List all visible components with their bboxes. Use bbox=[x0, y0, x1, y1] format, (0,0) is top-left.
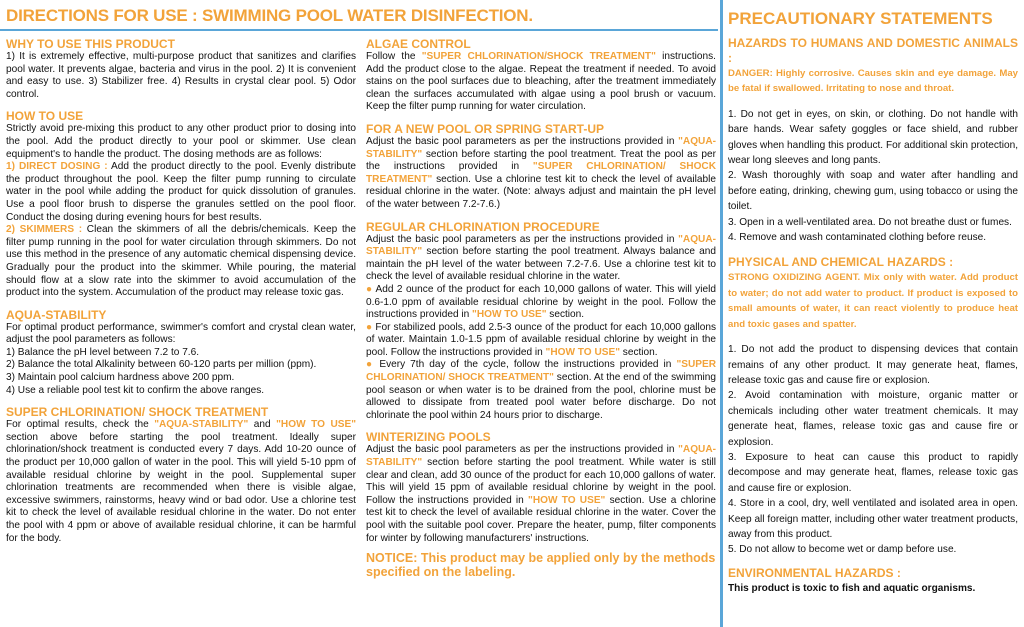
direct-dosing-label: 1) DIRECT DOSING : bbox=[6, 161, 108, 173]
hazards-heading: HAZARDS TO HUMANS AND DOMESTIC ANIMALS : bbox=[728, 36, 1018, 65]
why-body: 1) It is extremely effective, multi-purpose product that sanitizes and clarifies pool water. It prevents algae, bacteria and virus in the pool. 2) It is convenient and easy to use. 3) Stabilizer free. 4) Results in crystal clear pool. 5) Odor control. bbox=[6, 51, 356, 100]
algae-heading: ALGAE CONTROL bbox=[366, 37, 471, 51]
physical-list bbox=[728, 342, 1018, 558]
oxidizing-text: STRONG OXIDIZING AGENT. Mix only with water. Add product to water; do not add water to product. If product is exposed to small amounts of water, it can react violently to produce heat and toxic gases and spatter. bbox=[728, 272, 1018, 330]
aqua-item: 1) Balance the pH level between 7.2 to 7.6. bbox=[6, 346, 200, 358]
physical-heading: PHYSICAL AND CHEMICAL HAZARDS : bbox=[728, 255, 954, 270]
hazard-item: 2. Wash thoroughly with soap and water after handling and before eating, drinking, chewing gum, using tobacco or using the toilet. bbox=[728, 170, 1018, 213]
physical-item: 3. Exposure to heat can cause this product to rapidly decompose and may generate heat, flames, release toxic gas and cause fire or explosion. bbox=[728, 451, 1018, 494]
hazard-item: 3. Open in a well-ventilated area. Do not breathe dust or fumes. bbox=[728, 216, 1012, 228]
aqua-item: 4) Use a reliable pool test kit to confirm the above ranges. bbox=[6, 384, 265, 396]
regular-bullet: ● For stabilized pools, add 2.5-3 ounce of the product for each 10,000 gallons of water. Maintain 1.0-1.5 ppm of available residual chlorine by weight in the pool. Follow the instructions provided in "HOW TO USE" section. bbox=[366, 321, 716, 358]
winter-body: Adjust the basic pool parameters as per the instructions provided in "AQUA-STABILITY" section before starting the pool treatment. While water is still clear and clean, add 30 ounce of the product for each 10,000 gallons of water. This will yield 15 ppm of available residual chlorine by weight in the pool. Follow the instructions provided in "HOW TO USE" section. Use a chlorine test kit to check the level of available residual chlorine in the water. Cover the pool with the suitable pool cover. Prepare the heater, pump, filter components for winter by following manufacturers' instructions. bbox=[366, 444, 716, 544]
aqua-heading: AQUA-STABILITY bbox=[6, 307, 107, 322]
regular-heading: REGULAR CHLORINATION PROCEDURE bbox=[366, 219, 600, 234]
skimmers-text: Clean the skimmers of all the debris/chemicals. Keep the filter pump running in the pool for water circulation through skimmers. Do not use this method in the presence of any automatic chemical dispensing device. Gradually pour the product into the skimmer. While pouring, the material should flow at a slow rate into the skimmer to avoid accumulation of the product into the system. Accumulation of the product may release toxic gas. bbox=[6, 224, 356, 299]
regular-intro: Adjust the basic pool parameters as per the instructions provided in "AQUA-STABILITY" section before starting the pool treatment. Always balance and maintain the pH level of the water between 7.2-7.6. Use a chlorine test kit to check the level of available residual chlorine in the water. bbox=[366, 233, 716, 283]
hazards-list bbox=[728, 107, 1018, 246]
skimmers-paragraph bbox=[6, 224, 356, 300]
precaution-title: PRECAUTIONARY STATEMENTS bbox=[728, 9, 993, 28]
title-divider bbox=[0, 29, 718, 31]
column-right bbox=[728, 8, 1018, 596]
notice-text: NOTICE: This product may be applied only by the methods specified on the labeling. bbox=[366, 551, 716, 580]
algae-body: Follow the "SUPER CHLORINATION/SHOCK TREATMENT" instructions. Add the product close to the algae. Repeat the treatment if needed. To avoid stains on the pool surfaces due to bleaching, after the treatment immediately clean the surfaces accumulated with algae using a pool brush or vacuum. Keep the filter pump running for water circulation. bbox=[366, 51, 716, 113]
aqua-item: 2) Balance the total Alkalinity between 60-120 parts per million (ppm). bbox=[6, 359, 317, 371]
how-heading: HOW TO USE bbox=[6, 109, 84, 124]
physical-item: 5. Do not allow to become wet or damp before use. bbox=[728, 544, 957, 556]
physical-item: 4. Store in a cool, dry, well ventilated and isolated area in open. Keep all foreign matter, including other water treatment products, away from this product. bbox=[728, 498, 1018, 540]
newpool-heading: FOR A NEW POOL OR SPRING START-UP bbox=[366, 121, 605, 136]
column-divider bbox=[720, 0, 723, 627]
bullet-icon: ● bbox=[366, 321, 373, 333]
env-text: This product is toxic to fish and aquatic organisms. bbox=[728, 582, 976, 594]
column-middle bbox=[366, 37, 716, 579]
physical-item: 2. Avoid contamination with moisture, organic matter or chemicals including other water treatment chemicals. It may generate heat, flames, release toxic gas and cause fire or explosion. bbox=[728, 390, 1018, 448]
hazard-item: 1. Do not get in eyes, on skin, or clothing. Do not handle with bare hands. Wear safety goggles or face shield, and rubber gloves when handling this product. For additional skin protection, wear long sleeves and long pants. bbox=[728, 108, 1018, 167]
why-heading: WHY TO USE THIS PRODUCT bbox=[6, 37, 175, 51]
aqua-intro: For optimal product performance, swimmer's comfort and crystal clean water, adjust the pool parameters as follows: bbox=[6, 321, 356, 346]
superchlor-body: For optimal results, check the "AQUA-STABILITY" and "HOW TO USE" section above before starting the pool treatment. Ideally super chlorination/shock treatment is conducted every 7 days. Add 10-20 ounce of the product per 10,000 gallon of water in the pool. This will yield 5-10 ppm of available residual chlorine by weight in the pool. Supplemental super chlorination treatments are recommended when there is visible algae, excessive swimmers, rainstorms, heavy wind or bad odor. Use a chlorine test kit to check the level of available residual chlorine in the water. Do not enter the pool with 4 ppm or above of available residual chlorine, it can be harmful for the body. bbox=[6, 419, 357, 544]
hazard-item: 4. Remove and wash contaminated clothing before reuse. bbox=[728, 232, 987, 244]
superchlor-heading: SUPER CHLORINATION/ SHOCK TREATMENT bbox=[6, 405, 269, 420]
how-intro: Strictly avoid pre-mixing this product to any other product prior to dosing into the pool. Add the product directly to your pool or skimmer. Use clean equipment's to handle the product. The dosing methods are as follows: bbox=[6, 123, 356, 160]
bullet-icon: ● bbox=[366, 283, 373, 295]
regular-bullet: ● Add 2 ounce of the product for each 10,000 gallons of water. This will yield 0.6-1.0 ppm of available residual chlorine by weight in the pool. Follow the instructions provided in "HOW TO USE" section. bbox=[366, 283, 716, 321]
bullet-icon: ● bbox=[366, 359, 375, 371]
aqua-item: 3) Maintain pool calcium hardness above 200 ppm. bbox=[6, 372, 235, 384]
danger-text: DANGER: Highly corrosive. Causes skin and eye damage. May be fatal if swallowed. Irritating to nose and throat. bbox=[728, 68, 1018, 95]
winter-heading: WINTERIZING POOLS bbox=[366, 430, 491, 445]
env-heading: ENVIRONMENTAL HAZARDS : bbox=[728, 565, 901, 580]
newpool-body: Adjust the basic pool parameters as per the instructions provided in "AQUA-STABILITY" section before starting the pool treatment. Treat the pool as per the instructions provided in "SUPER CHLORINATION/ SHOCK TREATMENT" section. Use a chlorine test kit to check the level of available residual chlorine in the water. (Note: always adjust and maintain the pH level of the water between 7.2-7.6.) bbox=[366, 135, 716, 210]
direct-dosing-text: Add the product directly to the pool. Evenly distribute the product throughout the pool. Keep the filter pump running to circulate water in the pool while adding the product for quick dissolution of granules. Use a pool floor brush to disperse the granules settled on the pool floor. Conduct the dosing during evening hours for best results. bbox=[6, 161, 357, 223]
column-left bbox=[6, 37, 356, 545]
page-title: DIRECTIONS FOR USE : SWIMMING POOL WATER DISINFECTION. bbox=[6, 6, 533, 25]
regular-bullet: ● Every 7th day of the cycle, follow the instructions provided in "SUPER CHLORINATION/ SHOCK TREATMENT" section. At the end of the swimming pool season or when water is to be drained from the pool, chlorine must be allowed to dissipate from treated pool water before discharge. Do not chlorinate the pool within 24 hours prior to discharge. bbox=[366, 359, 716, 421]
direct-dosing-paragraph bbox=[6, 161, 356, 224]
physical-item: 1. Do not add the product to dispensing devices that contain remains of any other product. It may generate heat, flames, release toxic gas and cause fire or explosion. bbox=[728, 344, 1018, 386]
skimmers-label: 2) SKIMMERS : bbox=[6, 224, 83, 236]
